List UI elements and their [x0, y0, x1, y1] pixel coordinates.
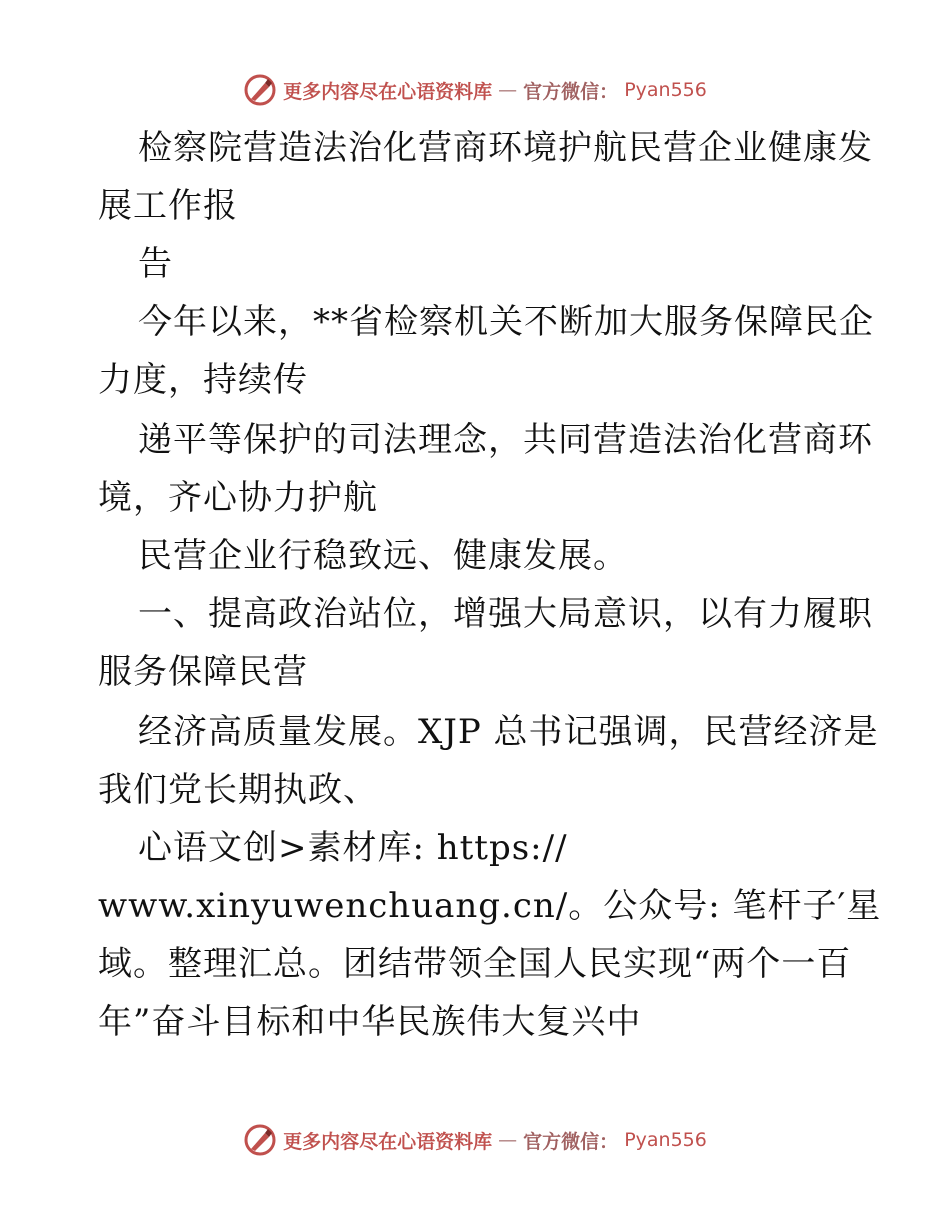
header-watermark	[0, 70, 950, 110]
pen-logo-icon	[243, 73, 277, 107]
watermark-id: Pyan556	[624, 1129, 707, 1151]
body-line: 民营企业行稳致远、健康发展。	[138, 536, 628, 576]
title-line-3: 告	[138, 244, 173, 284]
body-line: 境，齐心协力护航	[98, 478, 378, 518]
title-line-1: 检察院营造法治化营商环境护航民营企业健康发	[138, 128, 873, 168]
watermark-id: Pyan556	[624, 79, 707, 101]
title-line-2: 展工作报	[98, 186, 238, 226]
source-url-line: www.xinyuwenchuang.cn/。公众号: 笔杆子′星	[98, 886, 882, 926]
body-line: 力度，持续传	[98, 360, 308, 400]
footer-watermark	[0, 1120, 950, 1160]
watermark-separator: —	[498, 79, 518, 101]
body-line: 年”奋斗目标和中华民族伟大复兴中	[98, 1002, 642, 1042]
body-line: 递平等保护的司法理念，共同营造法治化营商环	[138, 420, 873, 460]
body-line: 域。整理汇总。团结带领全国人民实现“两个一百	[98, 944, 852, 984]
watermark-separator: —	[498, 1129, 518, 1151]
watermark-label: 官方微信：	[523, 80, 619, 103]
section-heading-line: 一、提高政治站位，增强大局意识，以有力履职	[138, 594, 873, 634]
source-line: 心语文创>素材库: https://	[138, 828, 568, 868]
pen-logo-icon	[243, 1123, 277, 1157]
watermark-label: 官方微信：	[523, 1130, 619, 1153]
watermark-text: 更多内容尽在心语资料库	[283, 80, 493, 103]
body-line: 我们党长期执政、	[98, 770, 378, 810]
body-line: 今年以来，**省检察机关不断加大服务保障民企	[138, 302, 874, 342]
watermark-text: 更多内容尽在心语资料库	[283, 1130, 493, 1153]
section-heading-line: 服务保障民营	[98, 652, 308, 692]
body-line: 经济高质量发展。XJP 总书记强调，民营经济是	[138, 712, 879, 752]
